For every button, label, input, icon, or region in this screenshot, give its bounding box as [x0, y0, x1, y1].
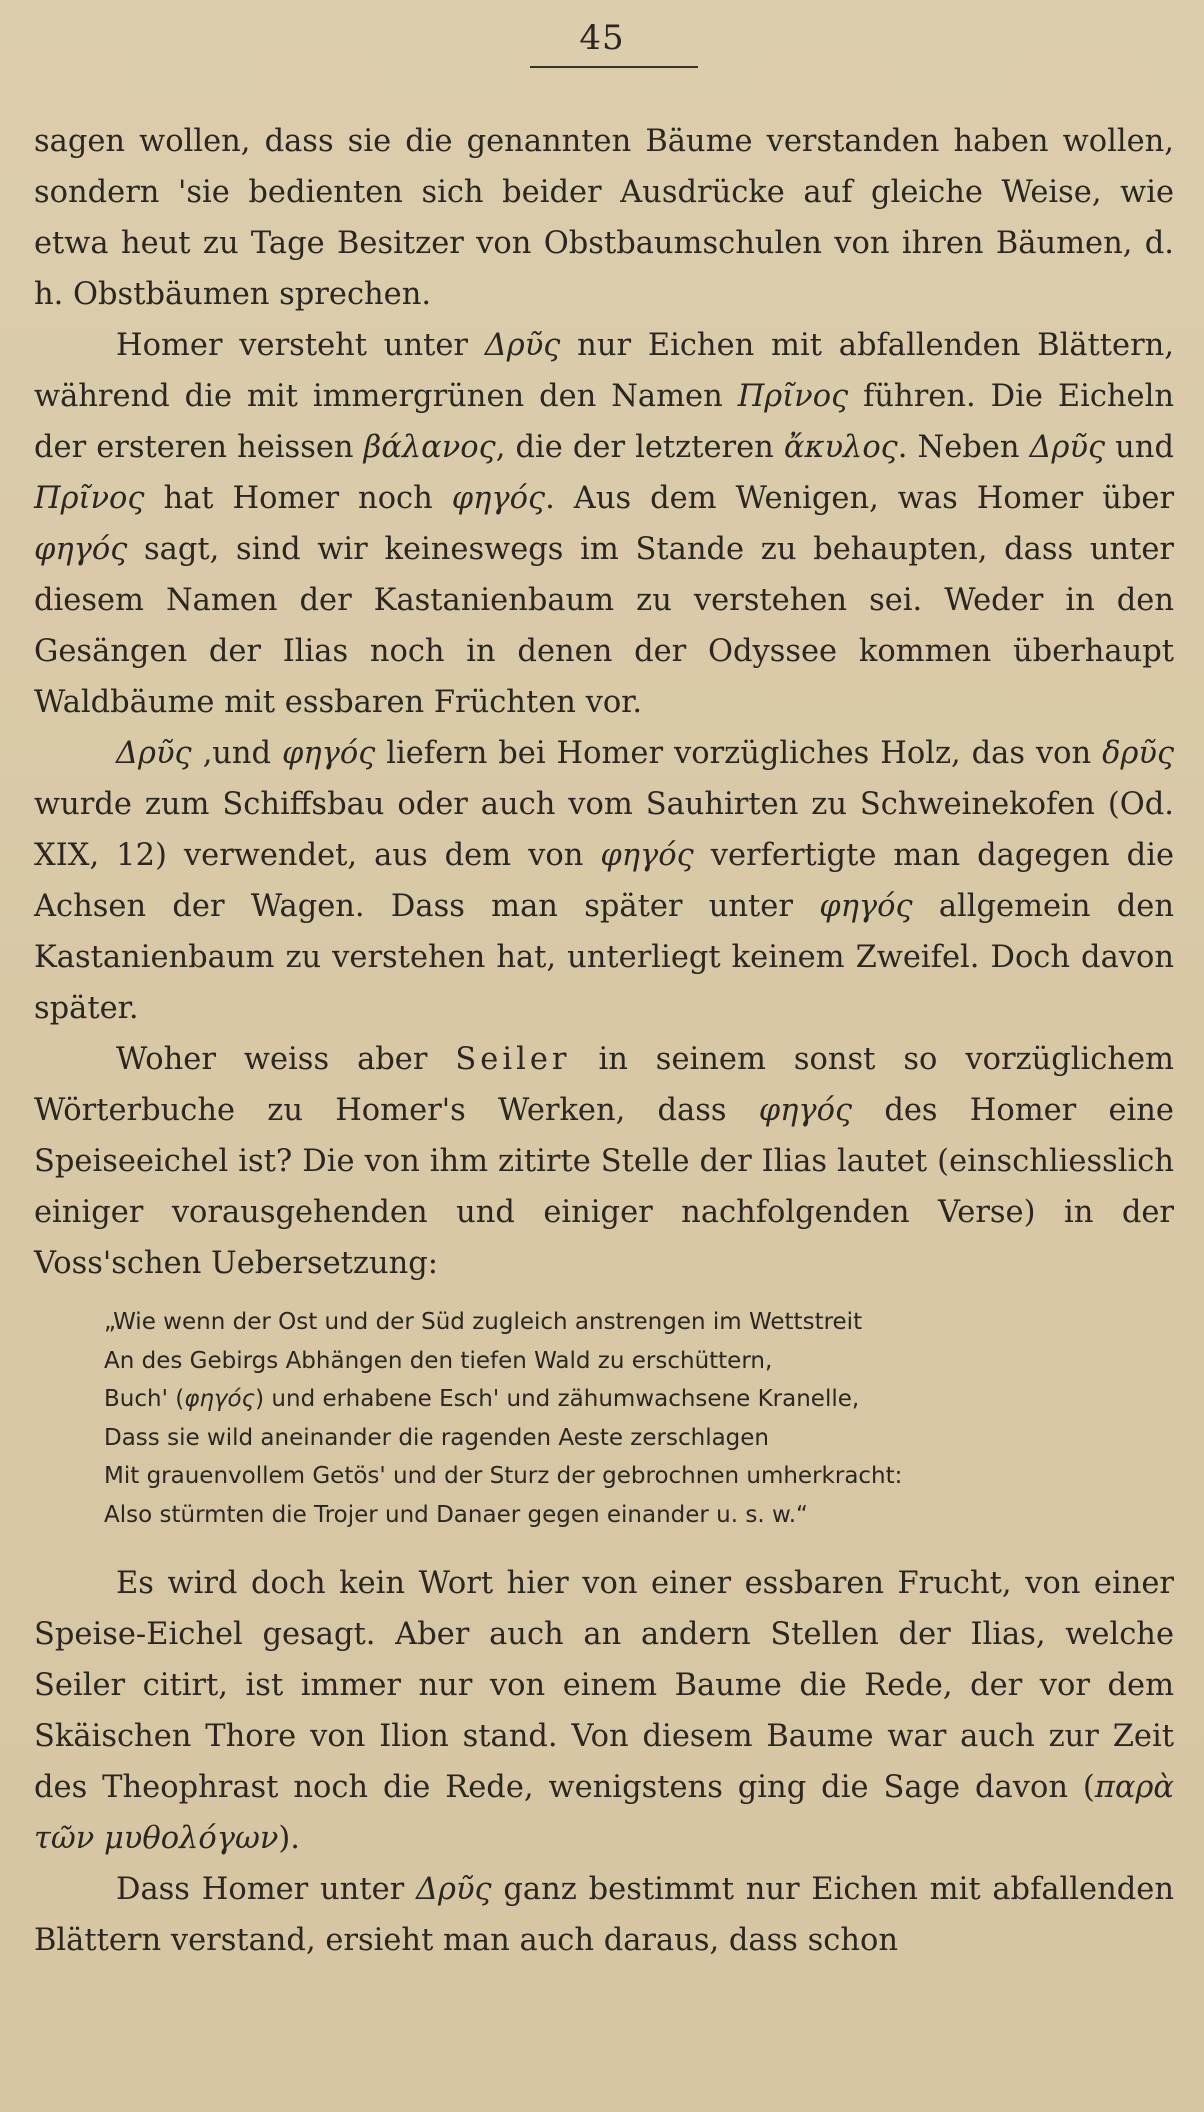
text-span: liefern bei Homer vorzügliches Holz, das von: [386, 736, 1092, 771]
greek-word: δρῦς: [1102, 736, 1175, 771]
text-span: in seinem sonst so vorzüglichem Wörterbuche zu Homer's Werken, dass: [34, 1042, 1174, 1128]
text-span: ganz bestimmt nur Eichen mit abfallenden Blättern verstand, ersieht man auch daraus, dass schon: [34, 1872, 1174, 1958]
text-span: ‚und: [202, 736, 272, 771]
greek-word: φηγός: [34, 532, 128, 567]
greek-word: ἄκυλος: [783, 430, 898, 465]
greek-word: Πρῖνος: [737, 379, 849, 414]
verse-line: [104, 1380, 1174, 1419]
body-text: [34, 116, 1174, 1966]
text-span: und: [1115, 430, 1174, 465]
greek-word: Δρῦς: [1029, 430, 1106, 465]
verse-line: Also stürmten die Trojer und Danaer gegen einander u. s. w.“: [104, 1501, 808, 1528]
greek-word: φηγός: [281, 736, 376, 771]
text-span: führen. Die Eicheln der ersteren heissen: [34, 379, 1175, 465]
text-span: , die der letzteren: [495, 430, 774, 465]
text-span: ) und erhabene Esch' und zähumwachsene Kranelle,: [255, 1386, 860, 1412]
text-span: hat Homer noch: [163, 481, 433, 516]
paragraph-4: [34, 1034, 1174, 1289]
author-name: Seiler: [455, 1042, 571, 1077]
text-span: Woher weiss aber: [116, 1042, 428, 1077]
greek-word: φηγός: [451, 481, 546, 516]
text-span: nur Eichen mit abfallenden Blättern, während die mit immergrünen den Namen: [34, 328, 1174, 414]
paragraph-5: [34, 1558, 1174, 1864]
text-span: Homer versteht unter: [116, 328, 468, 363]
greek-word: Πρῖνος: [34, 481, 145, 516]
text-span: . Aus dem Wenigen, was Homer über: [545, 481, 1175, 516]
text-span: sagt, sind wir keineswegs im Stande zu behaupten, dass unter diesem Namen der Kastanienbaum zu verstehen sei. Weder in den Gesängen der Ilias noch in denen der Odyssee kommen überhaupt Waldbäume mit essbaren Früchten vor.: [34, 532, 1175, 720]
paragraph-1: sagen wollen, dass sie die genannten Bäume verstanden haben wollen, sondern 'sie bedienten sich beider Ausdrücke auf gleiche Weise, wie etwa heut zu Tage Besitzer von Obstbaumschulen von ihren Bäumen, d. h. Obstbäumen sprechen.: [34, 124, 1174, 312]
greek-word: φηγός: [819, 889, 913, 924]
text-span: . Neben: [897, 430, 1020, 465]
text-span: ).: [278, 1821, 301, 1856]
greek-word: Δρῦς: [116, 736, 192, 771]
text-span: wurde zum Schiffsbau oder auch vom Sauhirten zu Schweinekofen (Od. XIX, 12) verwendet, aus dem von: [34, 787, 1174, 873]
verse-line: „Wie wenn der Ost und der Süd zugleich anstrengen im Wettstreit: [104, 1309, 863, 1335]
text-span: verfertigte man dagegen die Achsen der Wagen. Dass man später unter: [34, 838, 1174, 924]
greek-word: φηγός: [758, 1093, 853, 1128]
text-span: des Homer eine Speiseeichel ist? Die von ihm zitirte Stelle der Ilias lautet (einschliesslich einiger vorausgehenden und einiger nachfolgenden Verse) in der Voss'schen Uebersetzung:: [34, 1093, 1174, 1281]
greek-word: φηγός: [600, 838, 694, 873]
text-span: Es wird doch kein Wort hier von einer essbaren Frucht, von einer Speise-Eichel gesagt. Aber auch an andern Stellen der Ilias, welche Seiler citirt, ist immer nur von einem Baume die Rede, der vor dem Skäischen Thore von Ilion stand. Von diesem Baume war auch zur Zeit des Theophrast noch die Rede, wenigstens ging die Sage davon (: [34, 1566, 1174, 1805]
text-span: Buch' (: [104, 1386, 185, 1412]
verse-line: Mit grauenvollem Getös' und der Sturz der gebrochnen umherkracht:: [104, 1463, 903, 1489]
greek-phrase: παρὰ τῶν μυθολόγων: [34, 1770, 1174, 1856]
text-span: Dass Homer unter: [116, 1872, 405, 1907]
verse-quote: [104, 1303, 1174, 1534]
verse-line: An des Gebirgs Abhängen den tiefen Wald zu erschüttern,: [104, 1347, 773, 1374]
header-rule: [530, 66, 698, 68]
text-span: allgemein den Kastanienbaum zu verstehen hat, unterliegt keinem Zweifel. Doch davon später.: [34, 889, 1174, 1026]
paragraph-6: [34, 1864, 1174, 1966]
greek-word: Δρῦς: [416, 1872, 492, 1907]
greek-word: Δρῦς: [484, 328, 561, 363]
greek-word: βάλανος: [363, 430, 496, 465]
paragraph-3: [34, 728, 1174, 1034]
verse-line: Dass sie wild aneinander die ragenden Aeste zerschlagen: [104, 1424, 770, 1451]
greek-word: φηγός: [184, 1386, 256, 1412]
paragraph-2: [34, 320, 1174, 728]
page-number: 45: [579, 18, 625, 58]
